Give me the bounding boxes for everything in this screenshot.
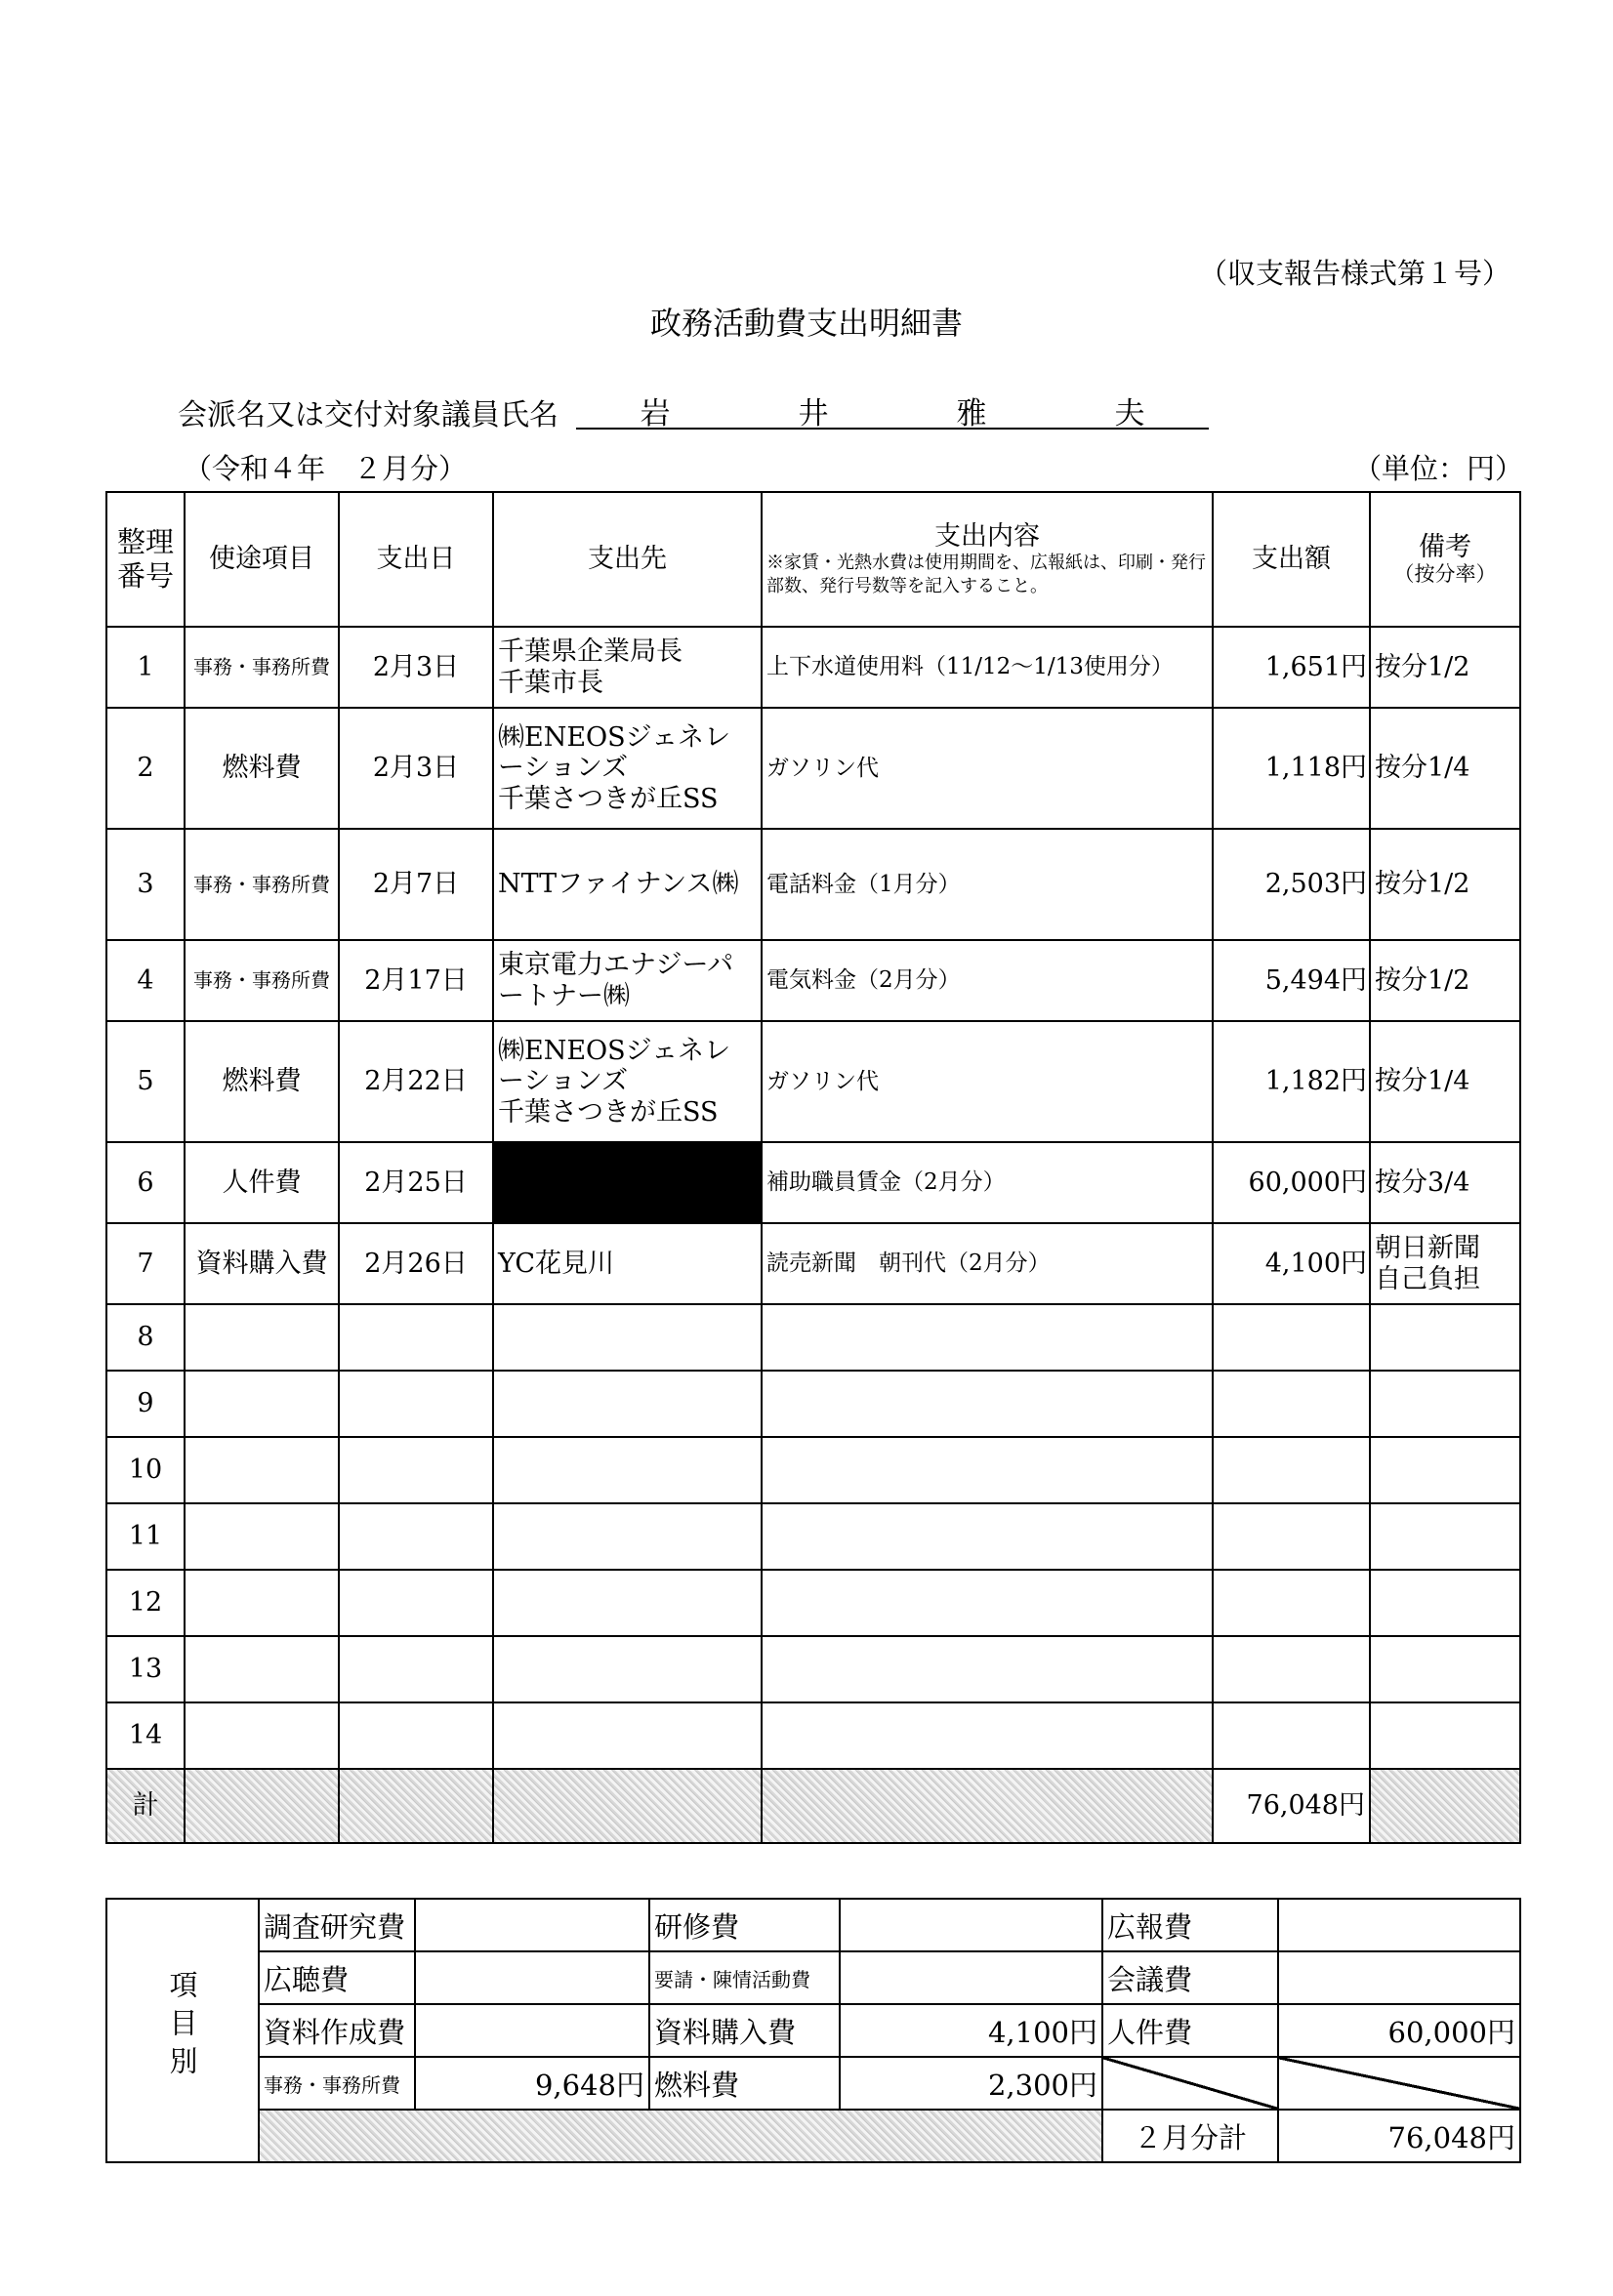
row-date xyxy=(339,1636,493,1702)
month-total-value: 76,048円 xyxy=(1278,2110,1520,2162)
summary-value: 4,100円 xyxy=(840,2004,1102,2057)
row-purpose: 事務・事務所費 xyxy=(185,627,339,708)
total-label: 計 xyxy=(106,1769,185,1843)
row-content xyxy=(762,1702,1213,1769)
summary-label: 資料作成費 xyxy=(259,2004,415,2057)
summary-table xyxy=(105,1898,1521,2163)
row-number: 5 xyxy=(106,1021,185,1142)
shaded-cell xyxy=(493,1769,762,1843)
row-content xyxy=(762,1371,1213,1437)
row-amount xyxy=(1213,1702,1370,1769)
row-remarks xyxy=(1370,1702,1520,1769)
member-name-char: 岩 xyxy=(640,396,671,431)
form-number: （収支報告様式第１号） xyxy=(1199,257,1511,290)
row-date: 2月7日 xyxy=(339,829,493,940)
row-number: 7 xyxy=(106,1223,185,1304)
summary-label: 広聴費 xyxy=(259,1951,415,2004)
row-amount: 1,182円 xyxy=(1213,1021,1370,1142)
summary-row xyxy=(106,1899,1520,1951)
row-date: 2月25日 xyxy=(339,1142,493,1223)
row-date: 2月3日 xyxy=(339,627,493,708)
row-remarks: 按分1/2 xyxy=(1370,627,1520,708)
table-row xyxy=(106,1702,1520,1769)
row-remarks: 按分1/2 xyxy=(1370,829,1520,940)
summary-row xyxy=(106,2110,1520,2162)
row-purpose: 燃料費 xyxy=(185,1021,339,1142)
row-payee: ㈱ENEOSジェネレーションズ 千葉さつきが丘SS xyxy=(493,708,762,829)
row-remarks: 按分1/4 xyxy=(1370,1021,1520,1142)
row-payee xyxy=(493,1142,762,1223)
row-payee: NTTファイナンス㈱ xyxy=(493,829,762,940)
table-row xyxy=(106,1371,1520,1437)
row-number: 14 xyxy=(106,1702,185,1769)
header-payee: 支出先 xyxy=(493,492,762,627)
row-date xyxy=(339,1437,493,1503)
row-purpose xyxy=(185,1437,339,1503)
row-payee: 東京電力エナジーパートナー㈱ xyxy=(493,940,762,1021)
row-payee xyxy=(493,1570,762,1636)
header-date: 支出日 xyxy=(339,492,493,627)
diagonal-strike xyxy=(1102,2057,1278,2110)
row-content: 補助職員賃金（2月分） xyxy=(762,1142,1213,1223)
shaded-cell xyxy=(762,1769,1213,1843)
row-purpose xyxy=(185,1503,339,1570)
month-total-label: ２月分計 xyxy=(1102,2110,1278,2162)
shaded-cell xyxy=(259,2110,1102,2162)
row-date xyxy=(339,1371,493,1437)
row-number: 4 xyxy=(106,940,185,1021)
row-payee xyxy=(493,1636,762,1702)
total-row xyxy=(106,1769,1520,1843)
shaded-cell xyxy=(1370,1769,1520,1843)
row-content: 電気料金（2月分） xyxy=(762,940,1213,1021)
row-amount xyxy=(1213,1371,1370,1437)
summary-label: 会議費 xyxy=(1102,1951,1278,2004)
summary-label: 人件費 xyxy=(1102,2004,1278,2057)
row-content xyxy=(762,1636,1213,1702)
header-remarks xyxy=(1370,492,1520,627)
header-content-note: ※家賃・光熱水費は使用期間を、広報紙は、印刷・発行部数、発行号数等を記入すること。 xyxy=(766,553,1206,596)
table-row xyxy=(106,940,1520,1021)
shaded-cell xyxy=(339,1769,493,1843)
summary-value xyxy=(415,2004,649,2057)
row-remarks xyxy=(1370,1304,1520,1371)
row-amount xyxy=(1213,1570,1370,1636)
shaded-cell xyxy=(185,1769,339,1843)
summary-label: 燃料費 xyxy=(649,2057,840,2110)
row-date: 2月17日 xyxy=(339,940,493,1021)
table-row xyxy=(106,1636,1520,1702)
table-header xyxy=(106,492,1520,627)
row-number: 2 xyxy=(106,708,185,829)
row-payee xyxy=(493,1304,762,1371)
row-remarks: 朝日新聞 自己負担 xyxy=(1370,1223,1520,1304)
table-row xyxy=(106,1021,1520,1142)
row-date xyxy=(339,1503,493,1570)
row-content xyxy=(762,1570,1213,1636)
header-content-title: 支出内容 xyxy=(934,521,1040,553)
member-label: 会派名又は交付対象議員氏名 xyxy=(178,398,558,432)
table-row xyxy=(106,1142,1520,1223)
report-period: （令和４年 ２月分） xyxy=(184,452,468,485)
summary-label: 研修費 xyxy=(649,1899,840,1951)
row-amount: 4,100円 xyxy=(1213,1223,1370,1304)
table-row xyxy=(106,627,1520,708)
table-row xyxy=(106,1570,1520,1636)
row-number: 12 xyxy=(106,1570,185,1636)
table-row xyxy=(106,1437,1520,1503)
summary-value xyxy=(1278,1899,1520,1951)
row-number: 11 xyxy=(106,1503,185,1570)
row-amount: 1,651円 xyxy=(1213,627,1370,708)
row-purpose xyxy=(185,1570,339,1636)
summary-value: 9,648円 xyxy=(415,2057,649,2110)
row-payee xyxy=(493,1371,762,1437)
header-purpose: 使途項目 xyxy=(185,492,339,627)
row-date: 2月26日 xyxy=(339,1223,493,1304)
summary-label: 事務・事務所費 xyxy=(259,2057,415,2110)
summary-label: 広報費 xyxy=(1102,1899,1278,1951)
row-content: 電話料金（1月分） xyxy=(762,829,1213,940)
row-date xyxy=(339,1702,493,1769)
row-payee xyxy=(493,1702,762,1769)
diagonal-strike xyxy=(1278,2057,1520,2110)
row-content: 上下水道使用料（11/12～1/13使用分） xyxy=(762,627,1213,708)
header-amount: 支出額 xyxy=(1213,492,1370,627)
row-remarks xyxy=(1370,1371,1520,1437)
row-amount xyxy=(1213,1304,1370,1371)
unit-label: （単位：円） xyxy=(1353,452,1524,485)
row-content xyxy=(762,1304,1213,1371)
row-payee: YC花見川 xyxy=(493,1223,762,1304)
row-number: 9 xyxy=(106,1371,185,1437)
row-remarks: 按分1/4 xyxy=(1370,708,1520,829)
row-amount: 1,118円 xyxy=(1213,708,1370,829)
row-number: 10 xyxy=(106,1437,185,1503)
row-payee xyxy=(493,1437,762,1503)
row-number: 3 xyxy=(106,829,185,940)
row-amount xyxy=(1213,1503,1370,1570)
summary-value xyxy=(415,1951,649,2004)
row-remarks xyxy=(1370,1636,1520,1702)
row-amount: 5,494円 xyxy=(1213,940,1370,1021)
summary-label: 調査研究費 xyxy=(259,1899,415,1951)
row-content: ガソリン代 xyxy=(762,708,1213,829)
row-purpose: 燃料費 xyxy=(185,708,339,829)
row-remarks xyxy=(1370,1570,1520,1636)
row-purpose: 人件費 xyxy=(185,1142,339,1223)
row-content xyxy=(762,1503,1213,1570)
row-content xyxy=(762,1437,1213,1503)
row-number: 8 xyxy=(106,1304,185,1371)
row-remarks xyxy=(1370,1503,1520,1570)
row-date: 2月22日 xyxy=(339,1021,493,1142)
member-name-char: 夫 xyxy=(1114,396,1145,431)
summary-row xyxy=(106,1951,1520,2004)
summary-label: 要請・陳情活動費 xyxy=(649,1951,840,2004)
header-remarks-sub: （按分率） xyxy=(1393,562,1497,587)
row-payee xyxy=(493,1503,762,1570)
summary-side-label: 項目別 xyxy=(106,1899,259,2162)
table-row xyxy=(106,708,1520,829)
summary-value xyxy=(415,1899,649,1951)
row-amount xyxy=(1213,1636,1370,1702)
row-date xyxy=(339,1570,493,1636)
row-amount: 60,000円 xyxy=(1213,1142,1370,1223)
header-content xyxy=(762,492,1213,627)
member-name-char: 雅 xyxy=(956,396,987,431)
summary-value xyxy=(840,1951,1102,2004)
total-amount: 76,048円 xyxy=(1213,1769,1370,1843)
summary-row xyxy=(106,2057,1520,2110)
table-row xyxy=(106,1503,1520,1570)
document-title: 政務活動費支出明細書 xyxy=(649,305,963,342)
row-purpose: 事務・事務所費 xyxy=(185,829,339,940)
header-no: 整理番号 xyxy=(106,492,185,627)
row-purpose xyxy=(185,1636,339,1702)
row-amount xyxy=(1213,1437,1370,1503)
row-purpose xyxy=(185,1304,339,1371)
row-content: 読売新聞 朝刊代（2月分） xyxy=(762,1223,1213,1304)
row-purpose xyxy=(185,1371,339,1437)
summary-value: 60,000円 xyxy=(1278,2004,1520,2057)
row-number: 13 xyxy=(106,1636,185,1702)
row-payee: 千葉県企業局長 千葉市長 xyxy=(493,627,762,708)
member-name-char: 井 xyxy=(798,396,829,431)
row-number: 6 xyxy=(106,1142,185,1223)
table-row xyxy=(106,1223,1520,1304)
row-amount: 2,503円 xyxy=(1213,829,1370,940)
row-number: 1 xyxy=(106,627,185,708)
table-row xyxy=(106,829,1520,940)
row-purpose xyxy=(185,1702,339,1769)
summary-row xyxy=(106,2004,1520,2057)
expense-table xyxy=(105,491,1521,1844)
row-purpose: 事務・事務所費 xyxy=(185,940,339,1021)
member-name xyxy=(576,389,1209,430)
row-remarks: 按分1/2 xyxy=(1370,940,1520,1021)
row-content: ガソリン代 xyxy=(762,1021,1213,1142)
header-remarks-title: 備考 xyxy=(1419,532,1471,563)
row-payee: ㈱ENEOSジェネレーションズ 千葉さつきが丘SS xyxy=(493,1021,762,1142)
row-remarks: 按分3/4 xyxy=(1370,1142,1520,1223)
table-row xyxy=(106,1304,1520,1371)
summary-label: 資料購入費 xyxy=(649,2004,840,2057)
row-date: 2月3日 xyxy=(339,708,493,829)
summary-value xyxy=(1278,1951,1520,2004)
summary-value xyxy=(840,1899,1102,1951)
row-purpose: 資料購入費 xyxy=(185,1223,339,1304)
row-remarks xyxy=(1370,1437,1520,1503)
summary-value: 2,300円 xyxy=(840,2057,1102,2110)
row-date xyxy=(339,1304,493,1371)
